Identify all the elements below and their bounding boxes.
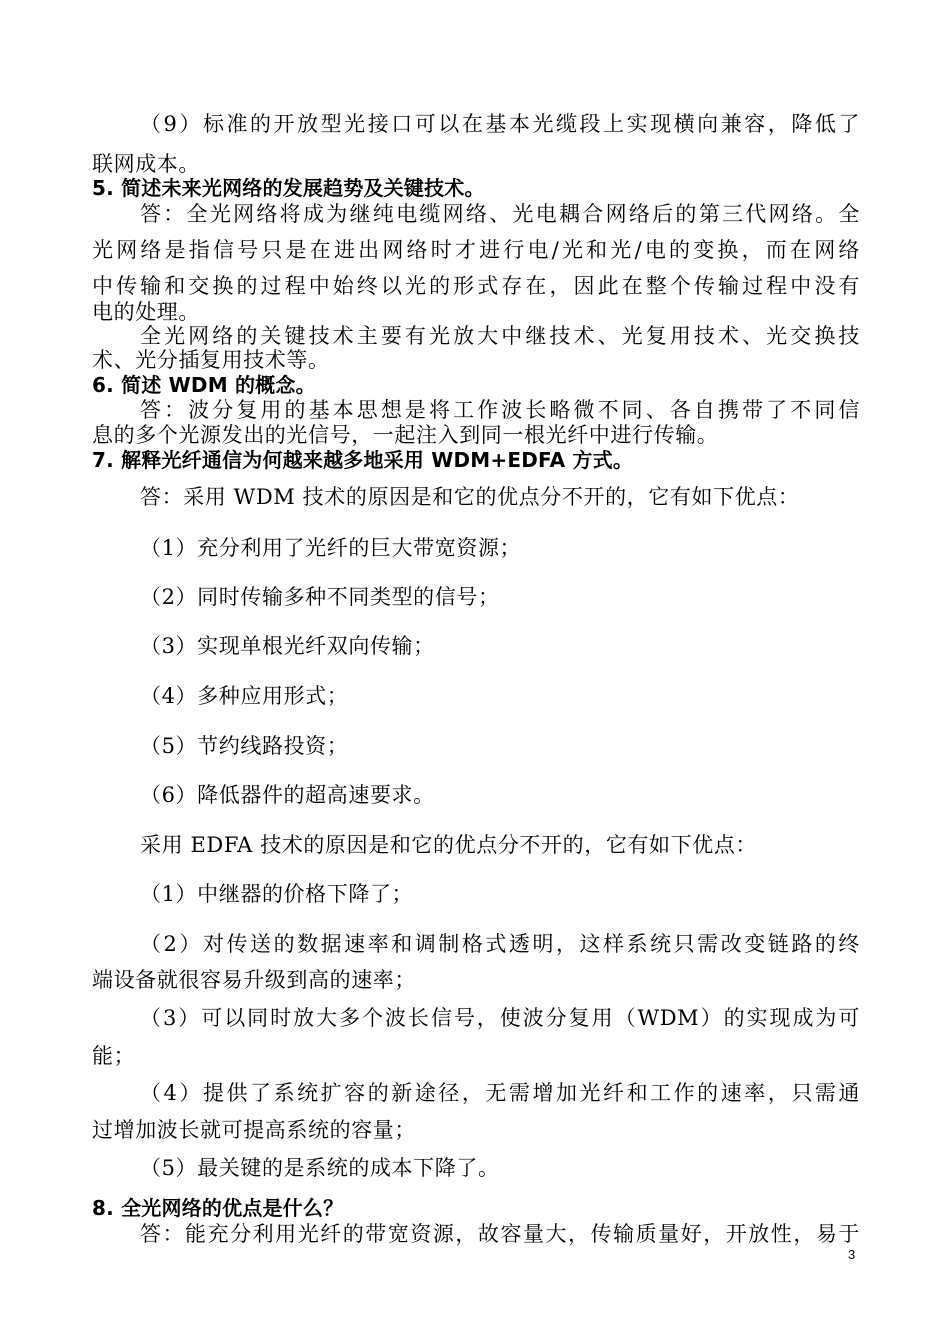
list-item: （2）对传送的数据速率和调制格式透明，这样系统只需改变链路的终 — [140, 932, 860, 956]
paragraph-line: 答：采用 WDM 技术的原因是和它的优点分不开的，它有如下优点： — [140, 485, 800, 509]
list-item: （1）充分利用了光纤的巨大带宽资源； — [140, 536, 522, 560]
paragraph-line: （9）标准的开放型光接口可以在基本光缆段上实现横向兼容，降低了 — [140, 112, 860, 136]
list-item: （4）多种应用形式； — [140, 684, 349, 708]
list-item: （5）节约线路投资； — [140, 734, 349, 758]
list-item: （6）降低器件的超高速要求。 — [140, 783, 435, 807]
paragraph-line: 光网络是指信号只是在进出网络时才进行电/光和光/电的变换，而在网络 — [92, 238, 860, 262]
paragraph-line: 联网成本。 — [92, 152, 200, 176]
paragraph-line: 答：波分复用的基本思想是将工作波长略微不同、各自携带了不同信 — [140, 398, 860, 422]
question-heading-6: 6. 简述 WDM 的概念。 — [92, 373, 316, 397]
list-item: （3）实现单根光纤双向传输； — [140, 634, 435, 658]
paragraph-line: 术、光分插复用技术等。 — [92, 348, 330, 372]
list-item: （5）最关键的是系统的成本下降了。 — [140, 1156, 500, 1180]
paragraph-line: 端设备就很容易升级到高的速率； — [92, 968, 416, 992]
paragraph-line: 全光网络的关键技术主要有光放大中继技术、光复用技术、光交换技 — [140, 324, 860, 348]
paragraph-line: 答：能充分利用光纤的带宽资源，故容量大，传输质量好，开放性，易于 — [140, 1222, 860, 1246]
question-heading-8: 8. 全光网络的优点是什么？ — [92, 1196, 344, 1220]
list-item: （1）中继器的价格下降了； — [140, 882, 414, 906]
list-item: （2）同时传输多种不同类型的信号； — [140, 585, 500, 609]
paragraph-line: 过增加波长就可提高系统的容量； — [92, 1118, 416, 1142]
paragraph-line: 采用 EDFA 技术的原因是和它的优点分不开的，它有如下优点： — [140, 833, 758, 857]
paragraph-line: 息的多个光源发出的光信号，一起注入到同一根光纤中进行传输。 — [92, 423, 719, 447]
question-heading-7: 7. 解释光纤通信为何越来越多地采用 WDM+EDFA 方式。 — [92, 448, 634, 472]
list-item: （3）可以同时放大多个波长信号，使波分复用（WDM）的实现成为可 — [140, 1006, 860, 1030]
question-heading-5: 5. 简述未来光网络的发展趋势及关键技术。 — [92, 176, 485, 200]
page-number: 3 — [848, 1247, 856, 1262]
paragraph-line: 中传输和交换的过程中始终以光的形式存在，因此在整个传输过程中没有 — [92, 274, 860, 298]
paragraph-line: 能； — [92, 1044, 136, 1068]
list-item: （4）提供了系统扩容的新途径，无需增加光纤和工作的速率，只需通 — [140, 1081, 860, 1105]
paragraph-line: 电的处理。 — [92, 300, 200, 324]
paragraph-line: 答：全光网络将成为继纯电缆网络、光电耦合网络后的第三代网络。全 — [140, 202, 860, 226]
